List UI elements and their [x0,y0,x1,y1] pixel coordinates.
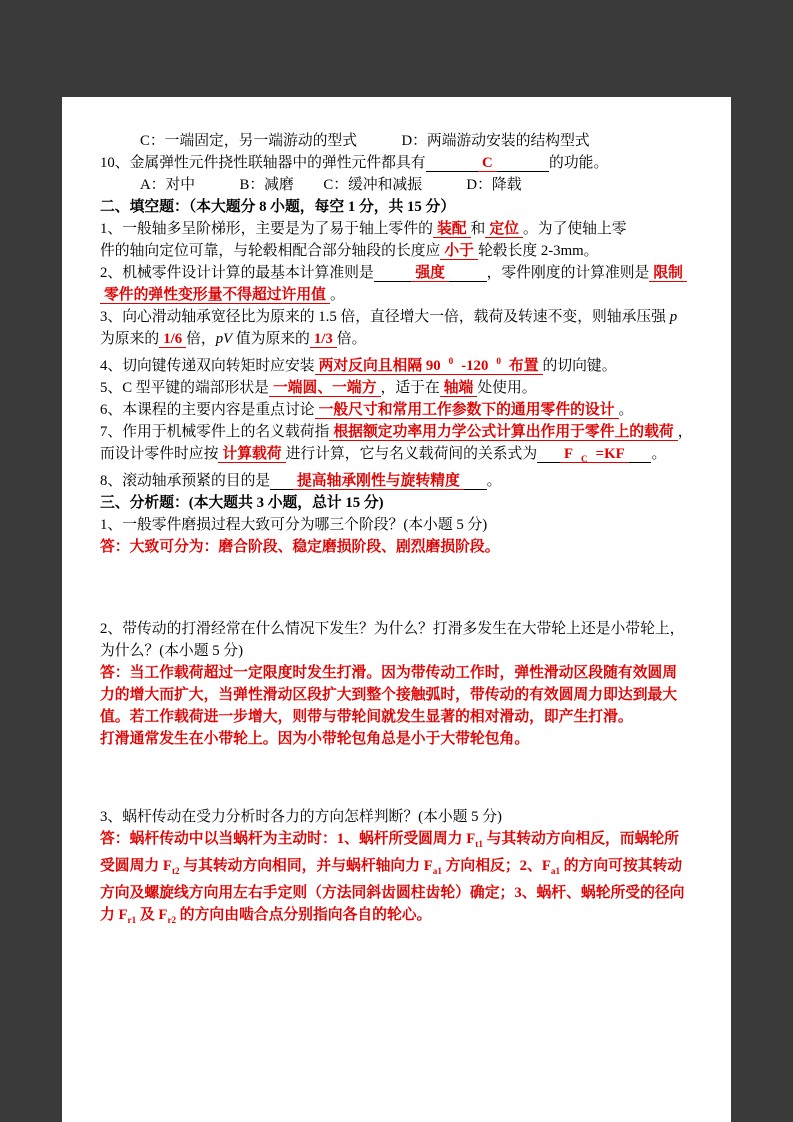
line-fill-5 [100,377,703,399]
text-segment: 定位 [485,221,523,238]
line-fill-4 [100,350,703,377]
line-analysis-q3 [100,806,703,828]
text-segment: 3、蜗杆传动在受力分析时各力的方向怎样判断？(本小题 5 分) [100,808,502,825]
text-segment [357,133,401,149]
line-analysis-a2-4 [100,728,703,750]
text-segment: 1/3 [310,331,337,348]
text-segment: 力的增大而扩大，当弹性滑动区段扩大到整个接触弧时，带传动的有效圆周力即达到最大 [100,686,678,703]
text-segment: 值为原来的 [232,331,310,347]
text-segment: 值。若工作载荷进一步增大，则带与带轮间就发生显著的相对滑动，即产生打滑。 [100,708,633,725]
text-segment: 的方向可按其转动 [560,857,683,874]
subscript-text: a1 [550,865,561,876]
text-segment: 3、向心滑动轴承宽径比为原来的 1.5 倍，直径增大一倍，载荷及转速不变，则轴承压强 [100,309,670,325]
gap-after-answer-2 [100,750,703,806]
document-page [62,97,731,1122]
text-segment: 与其转动方向相同，并与蜗杆轴向力 [179,857,424,874]
text-segment: ，适于在 [380,379,440,396]
text-segment: 7、作用于机械零件上的名义载荷指 [100,423,330,440]
line-fill-3a [100,306,703,328]
text-segment [167,907,176,923]
subscript-text: r2 [167,914,177,925]
text-segment [464,473,487,490]
text-segment [445,358,458,375]
text-segment: 提高轴承刚性与旋转精度 [293,473,464,490]
heading-fill-in-blanks [100,196,703,218]
text-segment [426,155,478,172]
line-q10-options [100,174,703,196]
text-segment [537,446,560,463]
text-segment [449,265,487,282]
text-segment: C：缓冲和减振 [323,177,423,193]
text-segment: 方向及螺旋线方向用左右手定则（方法同斜齿圆柱齿轮）确定；3、蜗杆、蜗轮所受的径向 [100,884,685,901]
text-segment: 为原来的 [100,331,160,347]
text-segment [497,155,549,172]
line-analysis-a1 [100,536,703,558]
subscript-text: C [581,453,588,464]
line-fill-7a [100,421,703,443]
text-segment: 一般尺寸和常用工作参数下的通用零件的设计 [315,402,619,419]
text-segment: 2、机械零件设计计算的最基本计算准则是 [100,265,374,281]
text-segment: 答：蜗杆传动中以当蜗杆为主动时：1、蜗杆所受圆周力 [100,830,467,847]
text-segment: C [478,155,497,172]
text-segment: 计算载荷 [218,446,285,463]
text-segment [294,177,324,193]
text-segment: F [118,906,128,923]
text-segment: 打滑通常发生在小带轮上。因为小带轮包角总是小于大带轮包角。 [100,730,530,747]
line-fill-1a [100,218,703,240]
text-segment: -120 [457,358,492,375]
line-fill-7b [100,443,703,470]
text-segment: 答：大致可分为：磨合阶段、稳定磨损阶段、剧烈磨损阶段。 [100,538,500,555]
text-segment: 。为了使轴上零 [522,221,627,237]
line-fill-2b [100,284,703,306]
line-analysis-q2b [100,640,703,662]
text-segment: 小于 [440,243,478,260]
line-fill-2a [100,262,703,284]
line-analysis-q1 [100,514,703,536]
text-segment: 答：当工作载荷超过一定限度时发生打滑。因为带传动工作时，弹性滑动区段随有效圆周 [100,664,678,681]
superscript-text: 0 [448,356,454,366]
text-segment: 与其转动方向相反，而蜗轮所 [482,830,679,847]
text-segment: 强度 [411,265,449,282]
subscript-text: a1 [432,865,442,876]
line-fill-3b [100,328,703,350]
text-segment: F [158,906,168,923]
text-segment: 的切向键。 [542,357,617,374]
text-segment [422,177,466,193]
line-analysis-a2-3 [100,706,703,728]
text-segment: 布置 [505,358,543,375]
line-q9-options-cd [100,130,703,152]
text-segment: B：减磨 [239,177,294,193]
text-segment: 5、C 型平键的端部形状是 [100,379,269,396]
text-segment: C：一端固定，另一端游动的型式 [140,133,358,149]
line-q10 [100,152,703,174]
text-segment: 装配 [433,221,471,238]
text-segment: 。 [618,401,634,418]
line-analysis-a3-3 [100,882,703,904]
text-segment: F [560,446,577,463]
text-segment: 力 [100,906,119,923]
line-analysis-a3-1 [100,828,703,855]
text-segment: 二、填空题：（本大题分 8 小题，每空 1 分，共 15 分） [100,199,456,215]
text-segment: D：降载 [466,177,522,193]
text-segment: 受圆周力 [100,857,163,874]
text-segment: 而设计零件时应按 [100,445,219,462]
text-segment: 限制 [649,265,687,282]
text-segment [172,858,180,874]
text-segment: 1、一般轴多呈阶梯形，主要是为了易于轴上零件的 [100,221,433,237]
text-segment: 两对反向且相隔 90 [315,358,445,375]
subscript-text: t1 [475,838,483,849]
text-segment: 及 [136,906,159,923]
text-segment [492,358,505,375]
text-content [62,97,731,931]
text-segment [433,858,442,874]
text-segment: 倍。 [336,331,367,347]
heading-analysis [100,492,703,514]
text-segment: 的功能。 [549,155,609,171]
gap-after-answer-1 [100,558,703,618]
text-segment: F [423,857,433,874]
text-segment: 1、一般零件磨损过程大致可分为哪三个阶段？(本小题 5 分) [100,516,488,533]
subscript-text: r1 [127,914,137,925]
text-segment: 10、金属弹性元件挠性联轴器中的弹性元件都具有 [100,155,426,171]
text-segment: 。 [329,287,345,303]
text-segment [374,265,412,282]
text-segment: 一端圆、一端方 [269,380,381,397]
line-analysis-a2-1 [100,662,703,684]
text-segment: 2、带传动的打滑经常在什么情况下发生？为什么？打滑多发生在大带轮上还是小带轮上， [100,620,685,637]
text-segment: pV [215,331,233,347]
text-segment: 三、分析题：(本大题共 3 小题，总计 15 分) [100,494,384,511]
line-analysis-a2-2 [100,684,703,706]
line-analysis-a3-4 [100,904,703,931]
text-segment [195,177,239,193]
line-fill-8 [100,470,703,492]
text-segment: 轴端 [440,380,478,397]
text-segment: 进行计算，它与名义载荷间的关系式为 [285,445,538,462]
text-segment: 。 [486,472,502,489]
text-segment: 零件的弹性变形量不得超过许用值 [100,287,330,304]
text-segment [577,446,592,463]
text-segment [128,907,137,923]
text-segment: 8、滚动轴承预紧的目的是 [100,472,271,489]
subscript-text: t2 [171,865,180,876]
text-segment: D：两端游动安装的结构型式 [401,133,590,149]
text-segment: 处使用。 [477,379,537,396]
text-segment: 为什么？(本小题 5 分) [100,642,244,659]
text-segment: =KF [592,446,629,463]
text-segment: 4、切向键传递双向转矩时应安装 [100,357,315,374]
text-segment: 倍， [186,331,216,347]
text-segment: 1/6 [159,331,186,348]
line-fill-1b [100,240,703,262]
text-segment [551,858,560,874]
text-segment: A：对中 [140,177,196,193]
text-segment [629,446,652,463]
text-segment: ， [677,423,693,440]
text-segment: 。 [651,445,667,462]
superscript-text: 0 [496,356,501,366]
text-segment: ，零件刚度的计算准则是 [486,265,650,281]
line-fill-6 [100,399,703,421]
line-analysis-q2a [100,618,703,640]
text-segment: F [466,830,476,847]
text-segment: p [669,309,678,325]
text-segment: F [162,857,172,874]
text-segment: 根据额定功率用力学公式计算出作用于零件上的载荷 [329,424,677,441]
text-segment: F [541,857,551,874]
text-segment: 件的轴向定位可靠，与轮毂相配合部分轴段的长度应 [100,243,441,259]
text-segment: 和 [470,221,486,237]
text-segment [475,831,483,847]
text-segment: 的方向由啮合点分别指向各自的轮心。 [176,906,432,923]
text-segment [270,473,293,490]
text-segment: 方向相反；2、 [441,857,542,874]
text-segment: 轮毂长度 2-3mm。 [477,243,599,259]
line-analysis-a3-2 [100,855,703,882]
text-segment: 6、本课程的主要内容是重点讨论 [100,401,315,418]
